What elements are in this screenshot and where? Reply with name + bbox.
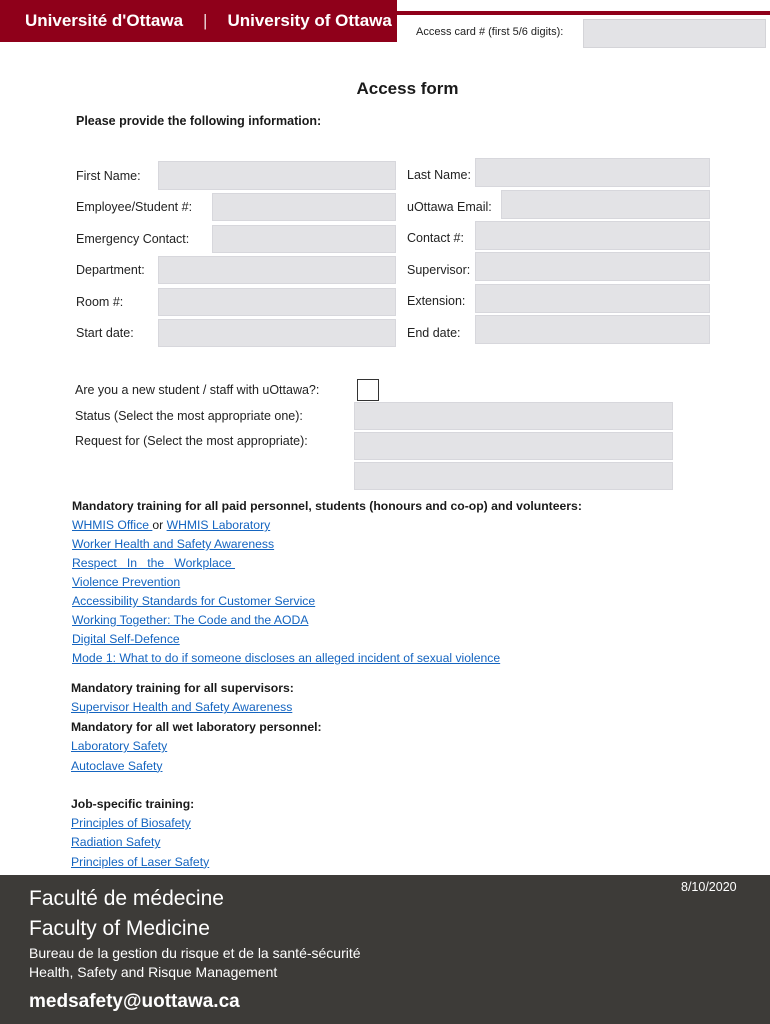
job-training-section (71, 795, 209, 872)
supervisors-header: Mandatory training for all supervisors: (71, 681, 294, 695)
department-label: Department: (76, 263, 145, 277)
autoclave-safety-link[interactable]: Autoclave Safety (71, 758, 163, 773)
start-date-input[interactable] (158, 319, 396, 347)
last-name-input[interactable] (475, 158, 710, 187)
request-select-1[interactable] (354, 432, 673, 460)
end-date-input[interactable] (475, 315, 710, 344)
contact-number-input[interactable] (475, 221, 710, 250)
uottawa-email-label: uOttawa Email: (407, 200, 492, 214)
status-label: Status (Select the most appropriate one): (75, 409, 303, 423)
brand-french: Université d'Ottawa (25, 11, 184, 30)
working-together-link[interactable]: Working Together: The Code and the AODA (72, 613, 309, 627)
laser-safety-link[interactable]: Principles of Laser Safety (71, 854, 210, 869)
university-logo (0, 0, 397, 42)
room-label: Room #: (76, 295, 124, 309)
contact-number-label: Contact #: (407, 231, 464, 245)
brand-english: University of Ottawa (227, 11, 392, 30)
brand-separator: | (203, 11, 208, 30)
violence-prevention-link[interactable]: Violence Prevention (72, 575, 181, 589)
wetlab-header: Mandatory for all wet laboratory personnel: (71, 719, 322, 734)
whmis-lab-link[interactable]: WHMIS Laboratory (166, 518, 271, 532)
respect-workplace-link[interactable]: Respect In the Workplace (72, 556, 236, 570)
emergency-contact-input[interactable] (212, 225, 396, 253)
access-card-label: Access card # (first 5/6 digits): (416, 26, 564, 38)
supervisor-label: Supervisor: (407, 263, 471, 277)
department-input[interactable] (158, 256, 396, 284)
access-card-input[interactable] (583, 19, 766, 48)
request-select-2[interactable] (354, 462, 673, 490)
laboratory-safety-link[interactable]: Laboratory Safety (71, 739, 168, 754)
biosafety-link[interactable]: Principles of Biosafety (71, 816, 191, 831)
bureau-name-en: Health, Safety and Risque Management (29, 964, 278, 980)
paid-training-header: Mandatory training for all paid personnel, students (honours and co-op) and volunteers: (72, 499, 582, 513)
last-name-label: Last Name: (407, 168, 471, 182)
first-name-label: First Name: (76, 169, 141, 183)
paid-training-section (72, 497, 582, 668)
whmis-office-link[interactable]: WHMIS Office (72, 518, 153, 532)
accessibility-standards-link[interactable]: Accessibility Standards for Customer Service (72, 594, 316, 608)
end-date-label: End date: (407, 326, 461, 340)
radiation-safety-link[interactable]: Radiation Safety (71, 835, 161, 850)
mode1-link[interactable]: Mode 1: What to do if someone discloses an alleged incident of sexual violence (72, 651, 501, 665)
document-date: 8/10/2020 (681, 880, 737, 894)
employee-student-label: Employee/Student #: (76, 200, 193, 214)
or-text: or (152, 518, 167, 532)
top-bar (0, 0, 770, 42)
bureau-name-fr: Bureau de la gestion du risque et de la santé-sécurité (29, 945, 361, 961)
header-rule (397, 11, 770, 15)
extension-input[interactable] (475, 284, 710, 313)
faculty-name-fr: Faculté de médecine (29, 887, 224, 910)
new-member-question: Are you a new student / staff with uOttawa?: (75, 383, 320, 397)
emergency-contact-label: Emergency Contact: (76, 232, 190, 246)
status-select[interactable] (354, 402, 673, 430)
whmis-line (72, 516, 582, 535)
contact-email-link[interactable]: medsafety@uottawa.ca (29, 991, 240, 1012)
room-input[interactable] (158, 288, 396, 316)
digital-self-defence-link[interactable]: Digital Self-Defence (72, 632, 180, 646)
footer (0, 875, 770, 1024)
faculty-name-en: Faculty of Medicine (29, 917, 210, 940)
form-intro: Please provide the following information: (76, 114, 322, 128)
extension-label: Extension: (407, 294, 466, 308)
request-label: Request for (Select the most appropriate): (75, 434, 308, 448)
first-name-input[interactable] (158, 161, 396, 190)
uottawa-email-input[interactable] (501, 190, 710, 219)
supervisor-health-link[interactable]: Supervisor Health and Safety Awareness (71, 700, 293, 715)
new-member-checkbox[interactable] (357, 379, 379, 401)
employee-student-input[interactable] (212, 193, 396, 221)
worker-health-link[interactable]: Worker Health and Safety Awareness (72, 537, 275, 551)
job-specific-header: Job-specific training: (71, 797, 195, 811)
supervisor-training-section (71, 679, 322, 776)
supervisor-input[interactable] (475, 252, 710, 281)
start-date-label: Start date: (76, 326, 134, 340)
page-title: Access form (356, 79, 459, 98)
